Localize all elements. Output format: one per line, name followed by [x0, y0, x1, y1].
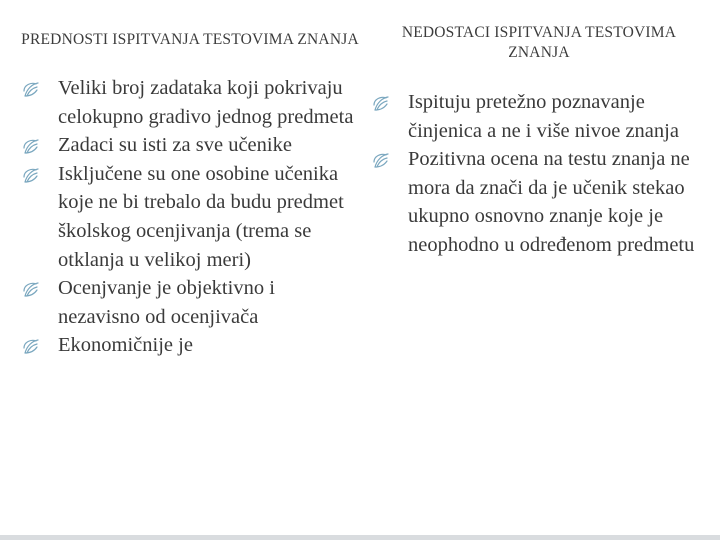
- advantage-text: Veliki broj zadataka koji pokrivaju celokupno gradivo jednog predmeta: [58, 77, 354, 128]
- disadvantage-text: Ispituju pretežno poznavanje činjenica a ne i više nivoe znanja: [408, 91, 679, 142]
- swirl-bullet-icon: [22, 281, 40, 299]
- advantages-heading: PREDNOSTI ISPITVANJA TESTOVIMA ZNANJA: [21, 31, 359, 48]
- advantage-text: Zadaci su isti za sve učenike: [58, 134, 292, 157]
- footer-rule: [0, 535, 720, 540]
- disadvantages-heading: NEDOSTACI ISPITVANJA TESTOVIMA ZNANJA: [401, 24, 677, 61]
- list-item: [20, 131, 360, 160]
- disadvantages-list: [370, 88, 700, 260]
- swirl-bullet-icon: [22, 167, 40, 185]
- advantages-column: [20, 0, 360, 360]
- list-item: [20, 331, 360, 360]
- advantages-list: [20, 74, 360, 360]
- list-item: [20, 274, 360, 331]
- list-item: [370, 145, 700, 259]
- swirl-bullet-icon: [22, 138, 40, 156]
- advantage-text: Ocenjvanje je objektivno i nezavisno od ocenjivača: [58, 277, 275, 328]
- swirl-bullet-icon: [22, 338, 40, 356]
- swirl-bullet-icon: [372, 95, 390, 113]
- list-item: [370, 88, 700, 145]
- disadvantages-column: [370, 0, 700, 260]
- swirl-bullet-icon: [22, 81, 40, 99]
- list-item: [20, 74, 360, 131]
- advantage-text: Ekonomičnije je: [58, 334, 193, 357]
- list-item: [20, 160, 360, 274]
- advantage-text: Isključene su one osobine učenika koje ne bi trebalo da budu predmet školskog ocenjivanja (trema se otklanja u velikoj meri): [58, 162, 344, 271]
- disadvantage-text: Pozitivna ocena na testu znanja ne mora da znači da je učenik stekao ukupno osnovno znanje koje je neophodno u određenom predmetu: [408, 148, 695, 256]
- swirl-bullet-icon: [372, 152, 390, 170]
